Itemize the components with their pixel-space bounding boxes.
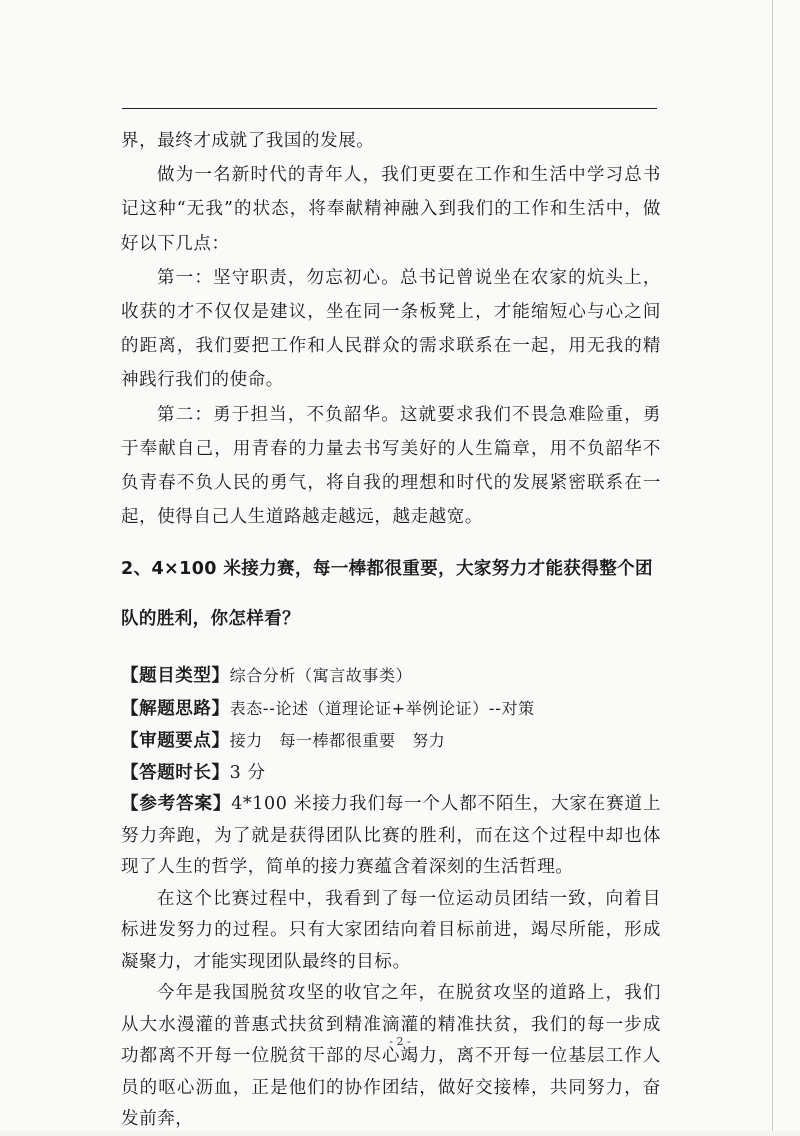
page-number: - 2 -: [389, 1035, 411, 1048]
header-rule: [122, 108, 657, 109]
meta-answer-label: 【参考答案】: [121, 794, 232, 815]
paragraph-point-one: 第一：坚守职责，勿忘初心。总书记曾说坐在农家的炕头上，收获的才不仅仅是建议，坐在同一条板凳上，才能缩短心与心之间的距离，我们要把工作和人民群众的需求联系在一起，用无我的精神践行我们的使命。: [121, 267, 661, 391]
answer-paragraph-poverty: 今年是我国脱贫攻坚的收官之年，在脱贫攻坚的道路上，我们从大水漫灌的普惠式扶贫到精准滴灌的精准扶贫，我们的每一步成功都离不开每一位脱贫干部的尽心竭力，离不开每一位基层工作人员的呕心沥血，正是他们的协作团结，做好交接棒，共同努力，奋发前奔，: [121, 983, 661, 1130]
meta-time-label: 【答题时长】: [121, 762, 230, 783]
meta-approach-value: 表态--论述（道理论证+举例论证）--对策: [229, 698, 535, 718]
meta-points-label: 【审题要点】: [121, 731, 230, 752]
paragraph-youth: 做为一名新时代的青年人，我们更要在工作和生活中学习总书记这种“无我”的状态，将奉献精神融入到我们的工作和生活中，做好以下几点：: [121, 165, 661, 254]
meta-time: [121, 758, 661, 790]
page-edge-shadow: [772, 0, 773, 1131]
meta-type-label: 【题目类型】: [121, 666, 230, 687]
paragraph-continued: 界，最终才成就了我国的发展。: [121, 131, 375, 151]
meta-answer-value: 4*100 米接力我们每一个人都不陌生，大家在赛道上努力奔跑，为了就是获得团队比赛的胜利，而在这个过程中却也体现了人生的哲学，简单的接力赛蕴含着深刻的生活哲理。: [121, 794, 661, 878]
paragraph-point-two: 第二：勇于担当，不负韶华。这就要求我们不畏急难险重，勇于奉献自己，用青春的力量去书写美好的人生篇章，用不负韶华不负青春不负人民的勇气，将自我的理想和时代的发展紧密联系在一起，使得自己人生道路越走越远，越走越宽。: [121, 404, 661, 528]
meta-points: [121, 725, 661, 758]
meta-type: [121, 660, 661, 693]
meta-approach: [121, 693, 661, 726]
answer-paragraph-teamwork: 在这个比赛过程中，我看到了每一位运动员团结一致，向着目标进发努力的过程。只有大家团结向着目标前进，竭尽所能，形成凝聚力，才能实现团队最终的目标。: [121, 888, 661, 972]
meta-time-value: 3 分: [229, 762, 266, 783]
page-content: [121, 124, 661, 1136]
meta-approach-label: 【解题思路】: [121, 698, 230, 719]
meta-answer: [121, 789, 661, 884]
question-meta: [121, 660, 661, 884]
meta-type-value: 综合分析（寓言故事类）: [229, 666, 413, 686]
question-heading: 2、4×100 米接力赛，每一棒都很重要，大家努力才能获得整个团队的胜利，你怎样看？: [121, 559, 653, 630]
meta-points-value: 接力 每一棒都很重要 努力: [229, 731, 446, 751]
